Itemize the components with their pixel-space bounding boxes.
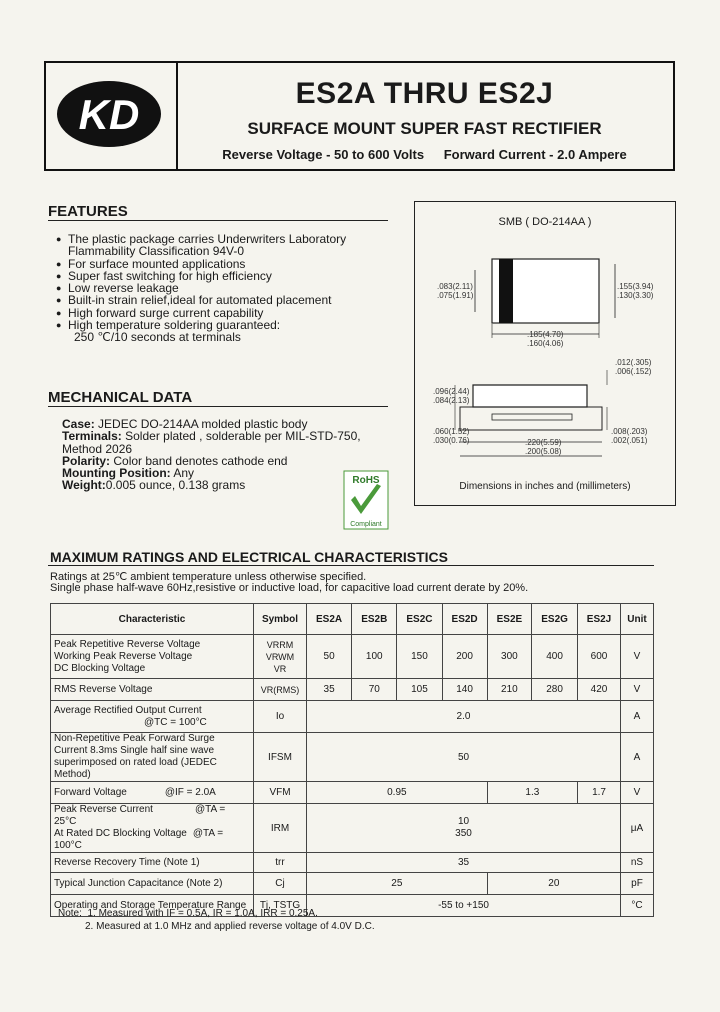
ratings-rule (48, 565, 654, 566)
col-header: ES2D (442, 604, 487, 635)
cell-value: 10 350 (307, 804, 621, 853)
cell-unit: V (621, 679, 654, 701)
cell-characteristic: Reverse Recovery Time (Note 1) (51, 853, 254, 873)
dim-c: .155(3.94) (617, 282, 654, 291)
ratings-title: MAXIMUM RATINGS AND ELECTRICAL CHARACTERISTICS (50, 549, 448, 565)
cell-value: 25 (307, 873, 488, 895)
cell-unit: μA (621, 804, 654, 853)
cell-characteristic: Peak Repetitive Reverse Voltage Working Peak Reverse Voltage DC Blocking Voltage (51, 635, 254, 679)
cell-symbol: IRM (254, 804, 307, 853)
rohs-bottom-text: Compliant (350, 521, 382, 528)
feature-item: ● High temperature soldering guaranteed: (48, 319, 393, 331)
dim-i: .096(2.44) (433, 387, 470, 396)
cell-value: 20 (487, 873, 620, 895)
features-title: FEATURES (48, 203, 128, 220)
cell-unit: A (621, 701, 654, 733)
cell-symbol: trr (254, 853, 307, 873)
part-title: ES2A THRU ES2J (295, 77, 554, 110)
col-header: Symbol (254, 604, 307, 635)
table-row (51, 873, 654, 895)
dim-m: .220(5.59) (525, 438, 562, 447)
dim-e: .185(4.70) (527, 330, 564, 339)
cell-characteristic: Non-Repetitive Peak Forward Surge Current 8.3ms Single half sine wave superimposed on rated load (JEDEC Method) (51, 733, 254, 782)
cell-value: 50 (307, 635, 352, 679)
dim-j: .084(2.13) (433, 396, 470, 405)
cell-value: 105 (397, 679, 442, 701)
mech-polarity: Polarity: Color band denotes cathode end (62, 453, 288, 468)
cell-symbol: VRRM VRWM VR (254, 635, 307, 679)
cell-value: 35 (307, 679, 352, 701)
col-header: ES2C (397, 604, 442, 635)
feature-item: ● Built-in strain relief,ideal for automated placement (48, 294, 393, 306)
features-list (48, 233, 393, 344)
cell-symbol: IFSM (254, 733, 307, 782)
col-header: ES2B (352, 604, 397, 635)
reverse-voltage-rating: Reverse Voltage - 50 to 600 Volts (222, 147, 425, 162)
package-name: SMB ( DO-214AA ) (498, 216, 592, 228)
col-header: ES2A (307, 604, 352, 635)
dim-g: .012(.305) (615, 358, 652, 367)
feature-item: ● For surface mounted applications (48, 258, 393, 270)
dim-b: .075(1.91) (437, 291, 474, 300)
note-2: 2. Measured at 1.0 MHz and applied reverse voltage of 4.0V D.C. (85, 921, 375, 932)
cell-unit: A (621, 733, 654, 782)
cell-symbol: Cj (254, 873, 307, 895)
features-rule (48, 220, 388, 221)
feature-item: 250 ℃/10 seconds at terminals (74, 330, 241, 345)
cell-value: 1.3 (487, 782, 577, 804)
table-row (51, 853, 654, 873)
dim-a: .083(2.11) (437, 282, 473, 291)
cell-value: 280 (532, 679, 578, 701)
table-header-row (51, 604, 654, 635)
col-header: Unit (621, 604, 654, 635)
dim-l: .030(0.76) (433, 436, 470, 445)
cell-value: 300 (487, 635, 531, 679)
mech-weight: Weight:0.005 ounce, 0.138 grams (62, 478, 246, 493)
mechanical-title: MECHANICAL DATA (48, 389, 193, 406)
kd-logo (46, 63, 176, 169)
cell-value: 200 (442, 635, 487, 679)
feature-item: ● High forward surge current capability (48, 307, 393, 319)
cell-characteristic: Operating and Storage Temperature Range (51, 895, 254, 917)
table-row (51, 635, 654, 679)
cell-value: 100 (352, 635, 397, 679)
table-row (51, 782, 654, 804)
ratings-note-1: Ratings at 25℃ ambient temperature unless otherwise specified. (50, 571, 367, 583)
cell-unit: pF (621, 873, 654, 895)
cell-value: 400 (532, 635, 578, 679)
mechanical-rule (48, 406, 388, 407)
cell-characteristic: Peak Reverse Current @TA = 25°C At Rated DC Blocking Voltage @TA = 100°C (51, 804, 254, 853)
logo-text: KD (78, 91, 140, 138)
forward-current-rating: Forward Current - 2.0 Ampere (443, 147, 627, 162)
package-drawing-box (414, 201, 676, 506)
cell-characteristic: RMS Reverse Voltage (51, 679, 254, 701)
cell-value: 70 (352, 679, 397, 701)
cell-unit: °C (621, 895, 654, 917)
dim-d: .130(3.30) (617, 291, 654, 300)
cell-characteristic: Forward Voltage @IF = 2.0A (51, 782, 254, 804)
cell-value: 1.7 (578, 782, 621, 804)
cell-value: 140 (442, 679, 487, 701)
cell-symbol: Io (254, 701, 307, 733)
cell-symbol: VR(RMS) (254, 679, 307, 701)
feature-item: ● Low reverse leakage (48, 282, 393, 294)
mech-case: Case: JEDEC DO-214AA molded plastic body (62, 417, 308, 431)
col-header: Characteristic (51, 604, 254, 635)
cell-characteristic: Typical Junction Capacitance (Note 2) (51, 873, 254, 895)
dim-f: .160(4.06) (527, 339, 564, 348)
cell-value: -55 to +150 (307, 895, 621, 917)
cell-unit: V (621, 635, 654, 679)
cell-value: 600 (578, 635, 621, 679)
table-row (51, 679, 654, 701)
rohs-top-text: RoHS (352, 475, 380, 486)
col-header: ES2G (532, 604, 578, 635)
col-header: ES2E (487, 604, 531, 635)
cell-characteristic: Average Rectified Output Current @TC = 100°C (51, 701, 254, 733)
feature-item: ● The plastic package carries Underwriters Laboratory (48, 233, 393, 245)
notes-label: Note: (58, 908, 82, 919)
notes (58, 907, 375, 933)
table-row (51, 733, 654, 782)
mech-terminals-method: Method 2026 (62, 441, 133, 456)
table-row (51, 701, 654, 733)
logo-cell (46, 63, 178, 169)
cell-value: 150 (397, 635, 442, 679)
cell-value: 210 (487, 679, 531, 701)
ratings-note-2: Single phase half-wave 60Hz,resistive or inductive load, for capacitive load current derate by 20%. (50, 582, 529, 594)
note-1: 1. Measured with IF = 0.5A, IR = 1.0A, IRR = 0.25A. (87, 908, 318, 919)
cell-value: 50 (307, 733, 621, 782)
cell-unit: V (621, 782, 654, 804)
dim-n: .200(5.08) (525, 447, 562, 456)
package-outline-drawing (415, 202, 677, 507)
datasheet-header (44, 61, 675, 171)
part-subtitle: SURFACE MOUNT SUPER FAST RECTIFIER (247, 119, 602, 138)
cell-value: 35 (307, 853, 621, 873)
characteristics-table (50, 603, 654, 917)
package-dimensions-caption: Dimensions in inches and (millimeters) (459, 481, 631, 492)
cell-value: 420 (578, 679, 621, 701)
rohs-badge (343, 470, 389, 530)
dim-k: .060(1.52) (433, 427, 470, 436)
cell-value: 0.95 (307, 782, 488, 804)
dim-p: .002(.051) (611, 436, 648, 445)
col-header: ES2J (578, 604, 621, 635)
cell-symbol: VFM (254, 782, 307, 804)
mech-mounting: Mounting Position: Any (62, 466, 194, 481)
table-row (51, 804, 654, 853)
mech-terminals: Terminals: Solder plated , solderable per MIL-STD-750, (62, 429, 361, 444)
dim-o: .008(.203) (611, 427, 648, 436)
cell-symbol: Tj, TSTG (254, 895, 307, 917)
header-ratings (176, 147, 673, 162)
dim-h: .006(.152) (615, 367, 652, 376)
feature-item: ● Super fast switching for high efficiency (48, 270, 393, 282)
cell-value: 2.0 (307, 701, 621, 733)
cell-unit: nS (621, 853, 654, 873)
feature-item: Flammability Classification 94V-0 (68, 244, 245, 259)
